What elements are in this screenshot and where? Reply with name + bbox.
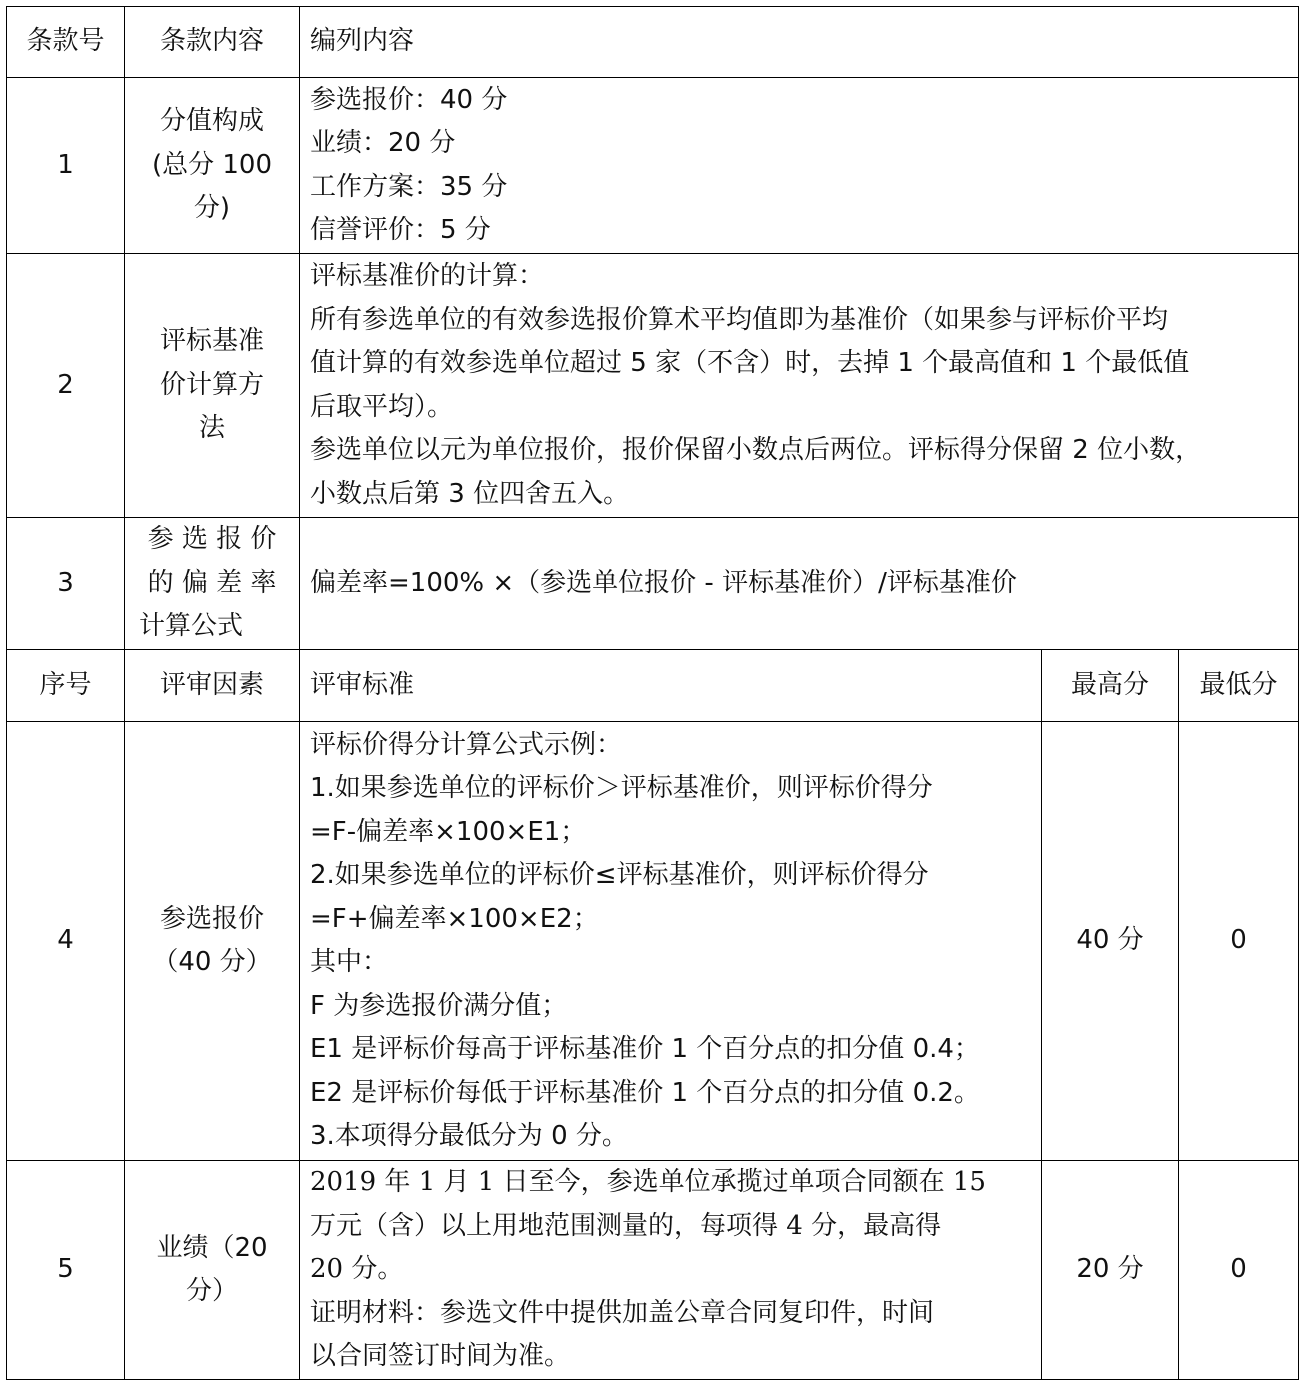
score-standard-line: 证明材料：参选文件中提供加盖公章合同复印件，时间 [310,1297,935,1328]
score-factor [125,722,300,1161]
clause-content-line: 值计算的有效参选单位超过 5 家（不含）时，去掉 1 个最高值和 1 个最低值 [310,348,1190,378]
header-clause-no: 条款号 [7,7,125,78]
clause-item-line: 评标基准 [159,326,264,357]
score-standard [300,722,1042,1161]
clause-item-line: (总分 100 [151,149,273,180]
score-max: 40 分 [1042,722,1179,1161]
score-no: 4 [7,722,125,1161]
clause-content-line: 偏差率=100% ×（参选单位报价 - 评标基准价）/评标基准价 [310,567,1017,598]
clause-content-line: 参选单位以元为单位报价，报价保留小数点后两位。评标得分保留 2 位小数， [310,435,1202,465]
score-standard-line: 2019 年 1 月 1 日至今，参选单位承揽过单项合同额在 15 [310,1167,986,1198]
clause-content [300,254,1299,518]
clause-content [300,78,1299,254]
score-standard-line: 评标价得分计算公式示例： [310,729,623,760]
clause-content [300,518,1299,650]
clause-content-line: 信誉评价：5 分 [310,215,491,245]
score-standard-line: 其中： [310,947,389,977]
score-factor-line: （40 分） [152,947,272,977]
score-row-4 [7,722,1299,1161]
score-standard-line: F 为参选报价满分值； [310,990,568,1021]
score-standard-line: 万元（含）以上用地范围测量的，每项得 4 分，最高得 [310,1210,942,1241]
score-standard-line: 3.本项得分最低分为 0 分。 [310,1121,628,1151]
clause-content-line: 参选报价：40 分 [310,84,508,115]
clause-content-line: 所有参选单位的有效参选报价算术平均值即为基准价（如果参与评标价平均 [310,304,1169,335]
score-factor [125,1161,300,1380]
clause-item [125,78,300,254]
score-min: 0 [1179,722,1299,1161]
score-standard-line: E2 是评标价每低于评标基准价 1 个百分点的扣分值 0.2。 [310,1077,980,1108]
score-max: 20 分 [1042,1161,1179,1380]
clause-item-line: 计算公式 [139,611,244,642]
clause-item-line: 法 [198,413,225,444]
score-standard-line: 2.如果参选单位的评标价≤评标基准价，则评标价得分 [310,860,929,890]
score-standard-line: =F+偏差率×100×E2； [310,903,599,934]
score-no: 5 [7,1161,125,1380]
clause-item-line: 参 选 报 价 [147,524,277,555]
clause-no: 1 [7,78,125,254]
score-standard-line: 20 分。 [310,1254,404,1285]
score-standard-line: 以合同签订时间为准。 [310,1341,571,1372]
clause-content-line: 业绩：20 分 [310,128,456,158]
header-score-standard: 评审标准 [300,650,1042,722]
header-clause-content: 编列内容 [300,7,1299,78]
score-standard-line: E1 是评标价每高于评标基准价 1 个百分点的扣分值 0.4； [310,1034,980,1064]
clause-content-line: 小数点后第 3 位四舍五入。 [310,478,630,509]
header-score-no: 序号 [7,650,125,722]
header-score-factor: 评审因素 [125,650,300,722]
clause-row-1 [7,78,1299,254]
score-factor-line: 分） [185,1276,238,1306]
header-clause-item: 条款内容 [125,7,300,78]
score-standard-line: 1.如果参选单位的评标价＞评标基准价，则评标价得分 [310,773,933,803]
clause-item-line: 分值构成 [159,106,264,137]
header-score-max: 最高分 [1042,650,1179,722]
clause-no: 3 [7,518,125,650]
clause-item [125,518,300,650]
score-standard [300,1161,1042,1380]
clause-header-row [7,7,1299,78]
clause-item [125,254,300,518]
header-score-min: 最低分 [1179,650,1299,722]
clause-row-3 [7,518,1299,650]
score-standard-line: =F-偏差率×100×E1； [310,816,587,847]
clause-item-line: 价计算方 [159,369,264,400]
clause-content-line: 后取平均）。 [310,391,454,422]
score-factor-line: 参选报价 [159,903,264,934]
clause-row-2 [7,254,1299,518]
clause-item-line: 分) [193,193,231,224]
scoring-table [6,6,1299,1380]
clause-no: 2 [7,254,125,518]
score-row-5 [7,1161,1299,1380]
score-header-row [7,650,1299,722]
clause-item-line: 的 偏 差 率 [147,567,277,598]
score-factor-line: 业绩（20 [156,1232,268,1263]
clause-content-line: 评标基准价的计算： [310,261,545,291]
clause-content-line: 工作方案：35 分 [310,171,508,202]
score-min: 0 [1179,1161,1299,1380]
